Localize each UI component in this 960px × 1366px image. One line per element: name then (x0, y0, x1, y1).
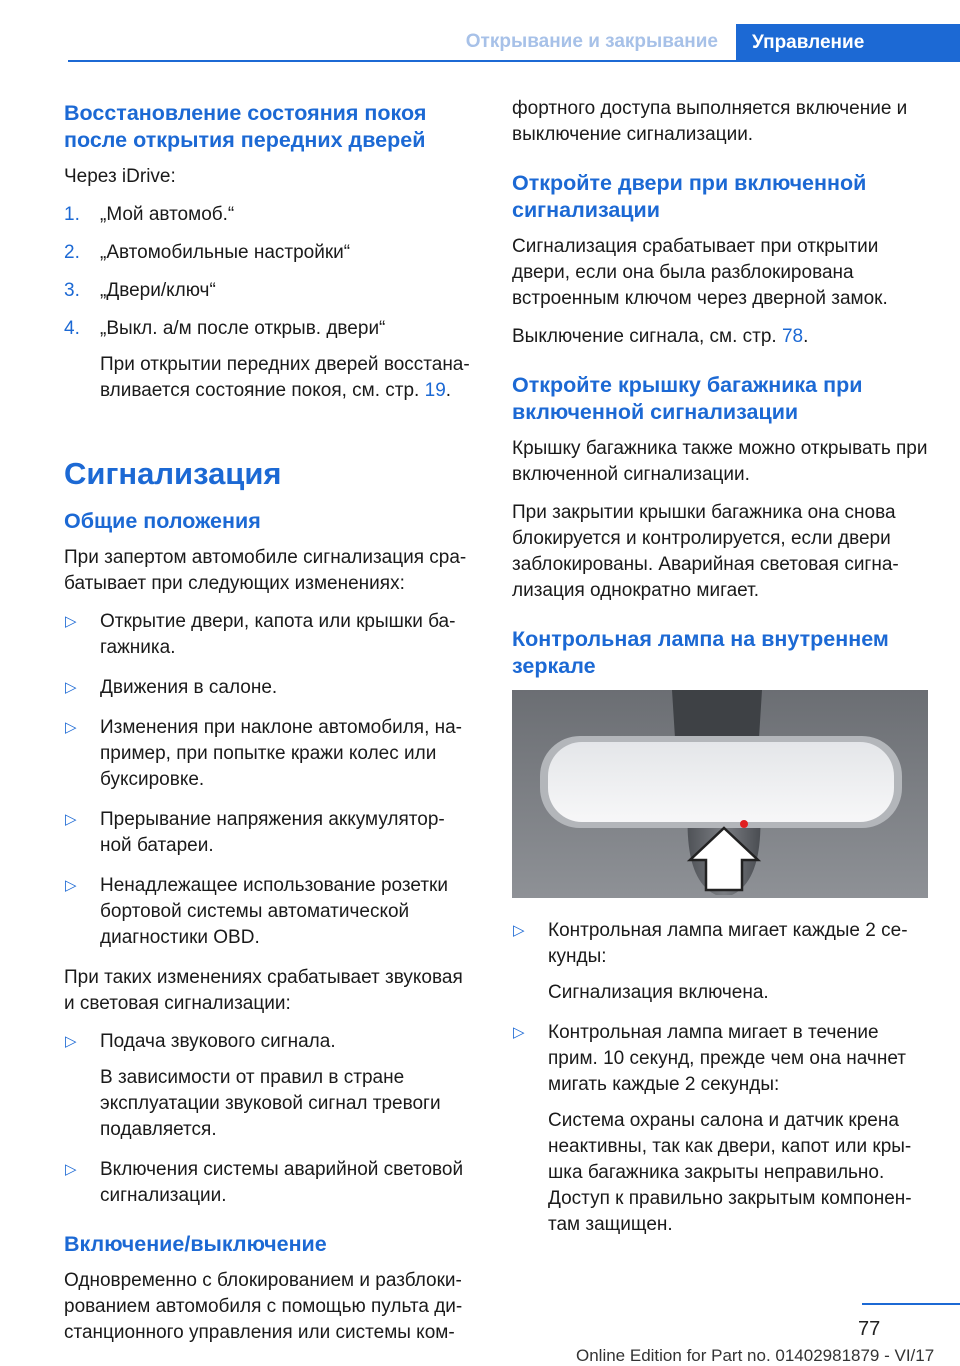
step-item (64, 240, 476, 266)
list-item-text: Ненадлежащее использование розетки бортовой системы автоматической диагностики OBD. (100, 875, 448, 948)
list-item (64, 807, 476, 859)
triangle-bullet-icon: ▷ (65, 679, 77, 696)
reactions-list (64, 1029, 476, 1209)
general-intro: При запертом автомобиле сигнализация сра‐батывает при следующих изменениях: (64, 547, 467, 594)
triangle-bullet-icon: ▷ (65, 719, 77, 736)
list-item (64, 675, 476, 701)
list-item-text: Контрольная лампа мигает каждые 2 се‐кунды: (548, 920, 908, 967)
triangle-bullet-icon: ▷ (65, 613, 77, 630)
alarm-off-ref (512, 324, 932, 350)
step-number: 2. (64, 242, 80, 263)
alarm-off-text: Выключение сигнала, см. стр. (512, 326, 782, 347)
footer-rule (862, 1303, 960, 1305)
list-item-subtext: Система охраны салона и датчик крена неактивны, так как двери, капот или кры‐шка багажника закрыты неправильно. Доступ к правильно закрытым компонен‐там защищен. (548, 1110, 912, 1235)
step-number: 3. (64, 280, 80, 301)
page-header (0, 0, 960, 62)
heading-trunk: Откройте крышку багажника при включенной сигнализации (512, 373, 863, 424)
list-item-text: Контрольная лампа мигает в течение прим. 10 секунд, прежде чем она начнет мигать каждые 2 секунды: (548, 1022, 906, 1095)
list-item-text: Движения в салоне. (100, 677, 278, 698)
step-note-text: При открытии передних дверей восстана‐вливается состояние покоя, см. стр. (100, 354, 470, 401)
heading-open-doors: Откройте двери при включенной сигнализации (512, 171, 867, 222)
list-item-text: Подача звукового сигнала. (100, 1031, 336, 1052)
trunk-text-2: При закрытии крышки багажника она снова блокируется и контролируется, если двери заблокированы. Аварийная световая сигна‐лизация однократно мигает. (512, 502, 899, 601)
chapter-tab: Управление (736, 24, 960, 62)
step-note-end: . (445, 380, 452, 401)
list-item (64, 609, 476, 661)
step-number: 1. (64, 204, 80, 225)
step-number: 4. (64, 318, 80, 339)
edition-note: Online Edition for Part no. 01402981879 - VI/17 (576, 1346, 935, 1365)
triangle-bullet-icon: ▷ (513, 1024, 525, 1041)
triangle-bullet-icon: ▷ (513, 922, 525, 939)
step-text: „Мой автомоб.“ (100, 204, 235, 225)
step-text: „Выкл. а/м после открыв. двери“ (100, 318, 386, 339)
step-item (64, 278, 476, 304)
step-note (100, 352, 476, 404)
list-item (64, 1157, 476, 1209)
list-item-subtext: В зависимости от правил в стране эксплуатации звуковой сигнал тревоги подавляется. (100, 1067, 441, 1140)
lamp-list (512, 918, 932, 1238)
reaction-intro: При таких изменениях срабатывает звуковая и световая сигнализации: (64, 967, 463, 1014)
step-text: „Автомобильные настройки“ (100, 242, 351, 263)
list-item-text: Включения системы аварийной световой сигнализации. (100, 1159, 464, 1206)
list-item (64, 715, 476, 793)
mirror-glass (548, 742, 894, 822)
indicator-lamp-icon (740, 820, 748, 828)
left-column (64, 100, 476, 1358)
changes-list (64, 609, 476, 951)
page-link-78[interactable]: 78 (781, 326, 804, 347)
heading-indicator-lamp: Контрольная лампа на внутреннем зеркале (512, 627, 889, 678)
heading-general: Общие положения (64, 509, 261, 533)
triangle-bullet-icon: ▷ (65, 1161, 77, 1178)
steps-list (64, 202, 476, 404)
triangle-bullet-icon: ▷ (65, 1033, 77, 1050)
heading-restore-rest: Восстановление состояния покоя после открытия передних дверей (64, 101, 427, 152)
mirror-illustration (512, 690, 928, 898)
via-idrive: Через iDrive: (64, 166, 176, 187)
list-item (64, 1029, 476, 1143)
list-item-text: Открытие двери, капота или крышки ба‐гажника. (100, 611, 456, 658)
list-item (512, 1020, 932, 1238)
list-item (64, 873, 476, 951)
right-column (512, 96, 932, 1252)
heading-on-off: Включение/выключение (64, 1232, 327, 1256)
triangle-bullet-icon: ▷ (65, 811, 77, 828)
on-off-text: Одновременно с блокированием и разблоки‐рованием автомобиля с помощью пульта ди‐станционного управления или системы ком‐ (64, 1270, 463, 1343)
list-item-text: Прерывание напряжения аккумулятор‐ной батареи. (100, 809, 445, 856)
page-number: 77 (858, 1318, 881, 1340)
open-doors-text: Сигнализация срабатывает при открытии двери, если она была разблокирована встроенным ключом через дверной замок. (512, 236, 888, 309)
trunk-text-1: Крышку багажника также можно открывать при включенной сигнализации. (512, 438, 928, 485)
step-item (64, 316, 476, 404)
step-item (64, 202, 476, 228)
alarm-off-end: . (803, 326, 809, 347)
step-text: „Двери/ключ“ (100, 280, 216, 301)
heading-alarm: Сигнализация (64, 456, 282, 491)
triangle-bullet-icon: ▷ (65, 877, 77, 894)
continued-text: фортного доступа выполняется включение и выключение сигнализации. (512, 98, 908, 145)
list-item (512, 918, 932, 1006)
section-title: Открывание и закрывание (68, 24, 736, 62)
page-link-19[interactable]: 19 (424, 380, 446, 401)
list-item-subtext: Сигнализация включена. (548, 982, 769, 1003)
list-item-text: Изменения при наклоне автомобиля, на‐пример, при попытке кражи колес или буксировке. (100, 717, 463, 790)
